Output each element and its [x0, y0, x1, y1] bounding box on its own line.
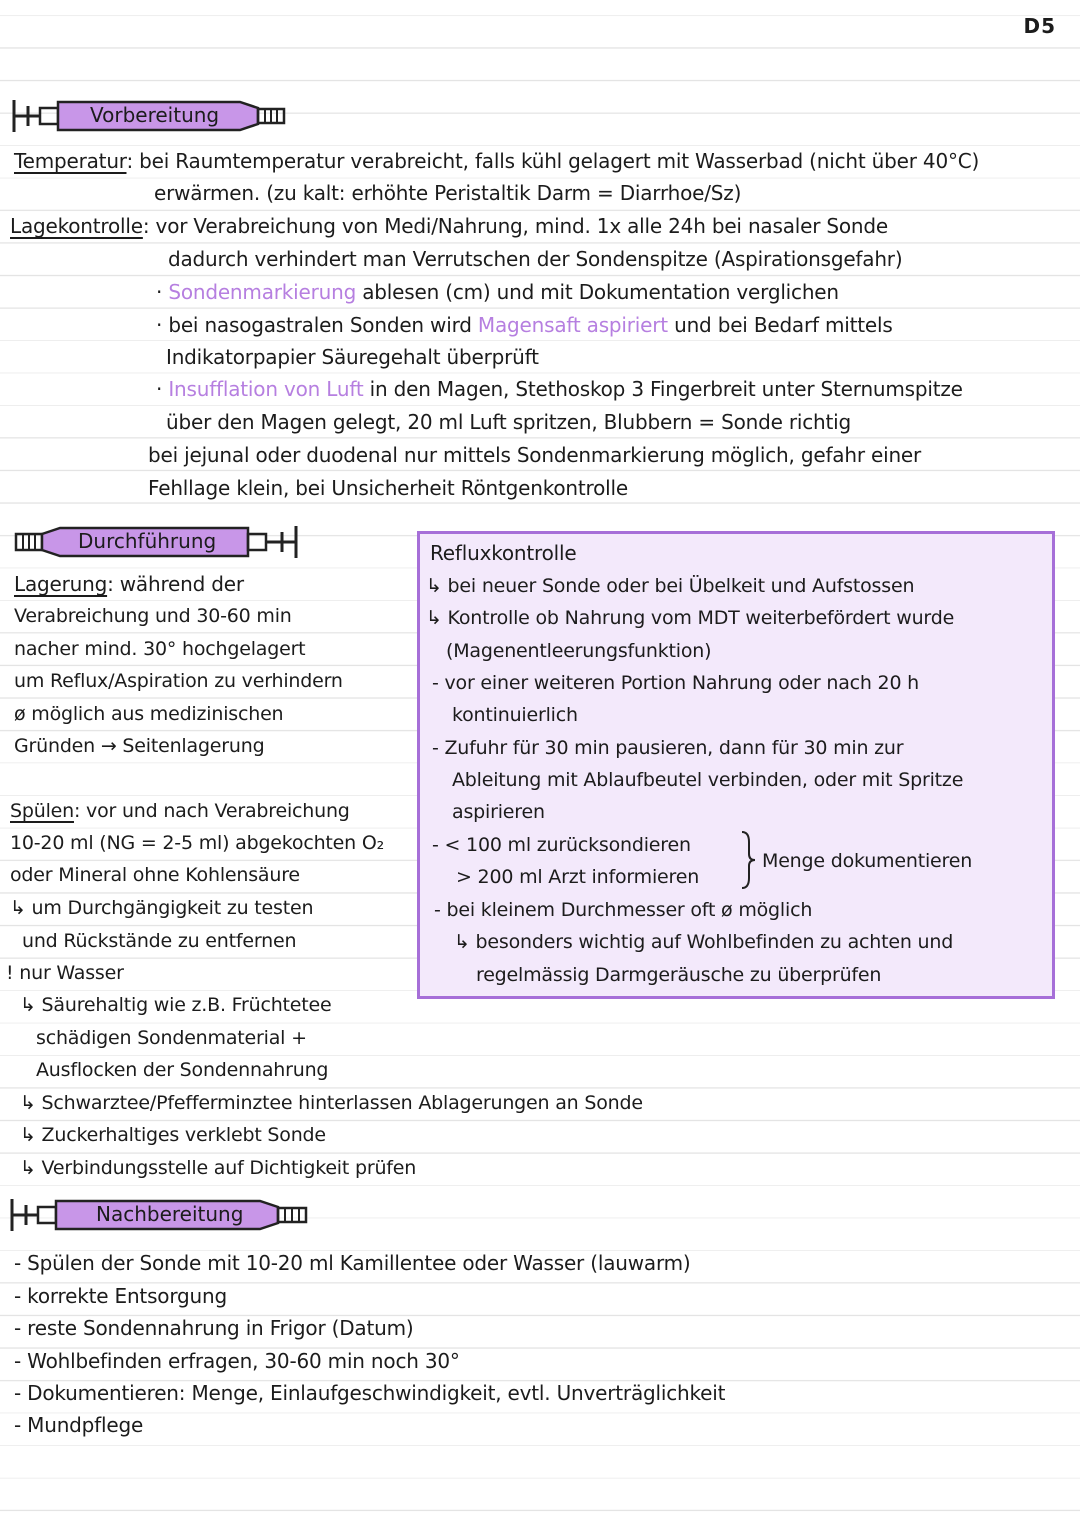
temp-text-1: : bei Raumtemperatur verabreicht, falls kühl gelagert mit Wasserbad (nicht über 40°C) — [126, 149, 980, 173]
reflux-menge: Menge dokumentieren — [762, 850, 973, 872]
vorbereitung-heading-label: Vorbereitung — [90, 103, 220, 127]
spuelen-label: Spülen — [10, 800, 74, 822]
nach-item-2: - korrekte Entsorgung — [14, 1284, 227, 1308]
lagerung-line-1: Lagerung: während der — [14, 572, 244, 596]
page-code: D5 — [1023, 14, 1056, 38]
reflux-line-7: Ableitung mit Ablaufbeutel verbinden, oder mit Spritze — [452, 769, 964, 791]
lage-bullet-3: · Insufflation von Luft in den Magen, Stethoskop 3 Fingerbreit unter Sternumspitze — [156, 377, 963, 401]
lage-bullet-2: · bei nasogastralen Sonden wird Magensaft aspiriert und bei Bedarf mittels — [156, 313, 893, 337]
lagerung-line-2: Verabreichung und 30-60 min — [14, 605, 292, 627]
temp-line-2: erwärmen. (zu kalt: erhöhte Peristaltik Darm = Diarrhoe/Sz) — [154, 181, 742, 205]
reflux-line-13: regelmässig Darmgeräusche zu überprüfen — [476, 964, 882, 986]
reflux-line-4: - vor einer weiteren Portion Nahrung oder nach 20 h — [432, 672, 920, 694]
lagerung-line-4: um Reflux/Aspiration zu verhindern — [14, 670, 343, 692]
insufflation-highlight: Insufflation von Luft — [168, 377, 364, 401]
spuelen-line-11: ↳ Zuckerhaltiges verklebt Sonde — [20, 1124, 326, 1146]
nachbereitung-heading-label: Nachbereitung — [96, 1202, 244, 1226]
lagerung-line-3: nacher mind. 30° hochgelagert — [14, 638, 306, 660]
reflux-line-9: - < 100 ml zurücksondieren — [432, 834, 691, 856]
lage-bullet-3-cont: über den Magen gelegt, 20 ml Luft spritzen, Blubbern = Sonde richtig — [166, 410, 852, 434]
reflux-line-6: - Zufuhr für 30 min pausieren, dann für 30 min zur — [432, 737, 904, 759]
nach-item-3: - reste Sondennahrung in Frigor (Datum) — [14, 1316, 414, 1340]
magensaft-highlight: Magensaft aspiriert — [477, 313, 668, 337]
temp-label: Temperatur — [14, 149, 127, 173]
lage-line-2: dadurch verhindert man Verrutschen der Sondenspitze (Aspirationsgefahr) — [168, 247, 903, 271]
jejunal-line-1: bei jejunal oder duodenal nur mittels Sondenmarkierung möglich, gefahr einer — [148, 443, 922, 467]
spuelen-line-10: ↳ Schwarztee/Pfefferminztee hinterlassen Ablagerungen an Sonde — [20, 1092, 643, 1114]
spuelen-line-8: schädigen Sondenmaterial + — [36, 1027, 307, 1049]
spuelen-line-12: ↳ Verbindungsstelle auf Dichtigkeit prüfen — [20, 1157, 417, 1179]
reflux-line-8: aspirieren — [452, 801, 545, 823]
nach-item-4: - Wohlbefinden erfragen, 30-60 min noch 30° — [14, 1349, 460, 1373]
lage-bullet-1: · Sondenmarkierung ablesen (cm) und mit Dokumentation verglichen — [156, 280, 839, 304]
reflux-line-2: ↳ Kontrolle ob Nahrung vom MDT weiterbefördert wurde — [426, 607, 955, 629]
nach-item-6: - Mundpflege — [14, 1413, 144, 1437]
lage-label: Lagekontrolle — [10, 214, 143, 238]
lagerung-line-5: ø möglich aus medizinischen — [14, 703, 284, 725]
lagerung-line-6: Gründen → Seitenlagerung — [14, 735, 265, 757]
spuelen-line-4: ↳ um Durchgängigkeit zu testen — [10, 897, 314, 919]
durchfuehrung-heading — [12, 520, 302, 564]
reflux-line-12: ↳ besonders wichtig auf Wohlbefinden zu achten und — [454, 931, 954, 953]
reflux-line-1: ↳ bei neuer Sonde oder bei Übelkeit und Aufstossen — [426, 575, 915, 597]
spuelen-line-6: ! nur Wasser — [6, 962, 124, 984]
refluxkontrolle-box — [417, 531, 1055, 999]
lagerung-label: Lagerung — [14, 572, 108, 596]
temp-line-1 — [14, 148, 979, 174]
spuelen-line-7: ↳ Säurehaltig wie z.B. Früchtetee — [20, 994, 332, 1016]
reflux-line-3: (Magenentleerungsfunktion) — [446, 640, 712, 662]
lage-text-1: : vor Verabreichung von Medi/Nahrung, mind. 1x alle 24h bei nasaler Sonde — [142, 214, 888, 238]
spuelen-line-2: 10-20 ml (NG = 2-5 ml) abgekochten O₂ — [10, 832, 385, 854]
durchfuehrung-heading-label: Durchführung — [78, 529, 217, 553]
nach-item-1: - Spülen der Sonde mit 10-20 ml Kamillentee oder Wasser (lauwarm) — [14, 1251, 691, 1275]
vorbereitung-heading — [10, 94, 300, 138]
spuelen-line-9: Ausflocken der Sondennahrung — [36, 1059, 329, 1081]
nachbereitung-heading — [8, 1193, 324, 1237]
reflux-line-10: > 200 ml Arzt informieren — [456, 866, 700, 888]
jejunal-line-2: Fehllage klein, bei Unsicherheit Röntgenkontrolle — [148, 476, 628, 500]
spuelen-line-5: und Rückstände zu entfernen — [22, 930, 297, 952]
curly-brace-icon — [740, 830, 756, 890]
spuelen-line-3: oder Mineral ohne Kohlensäure — [10, 864, 300, 886]
reflux-line-5: kontinuierlich — [452, 704, 578, 726]
sondenmarkierung-highlight: Sondenmarkierung — [168, 280, 357, 304]
lage-bullet-2-cont: Indikatorpapier Säuregehalt überprüft — [166, 345, 539, 369]
nach-item-5: - Dokumentieren: Menge, Einlaufgeschwindigkeit, evtl. Unverträglichkeit — [14, 1381, 726, 1405]
reflux-title: Refluxkontrolle — [430, 541, 577, 565]
reflux-line-11: - bei kleinem Durchmesser oft ø möglich — [434, 899, 813, 921]
lage-line-1 — [10, 213, 888, 239]
spuelen-line-1: Spülen: vor und nach Verabreichung — [10, 800, 350, 822]
